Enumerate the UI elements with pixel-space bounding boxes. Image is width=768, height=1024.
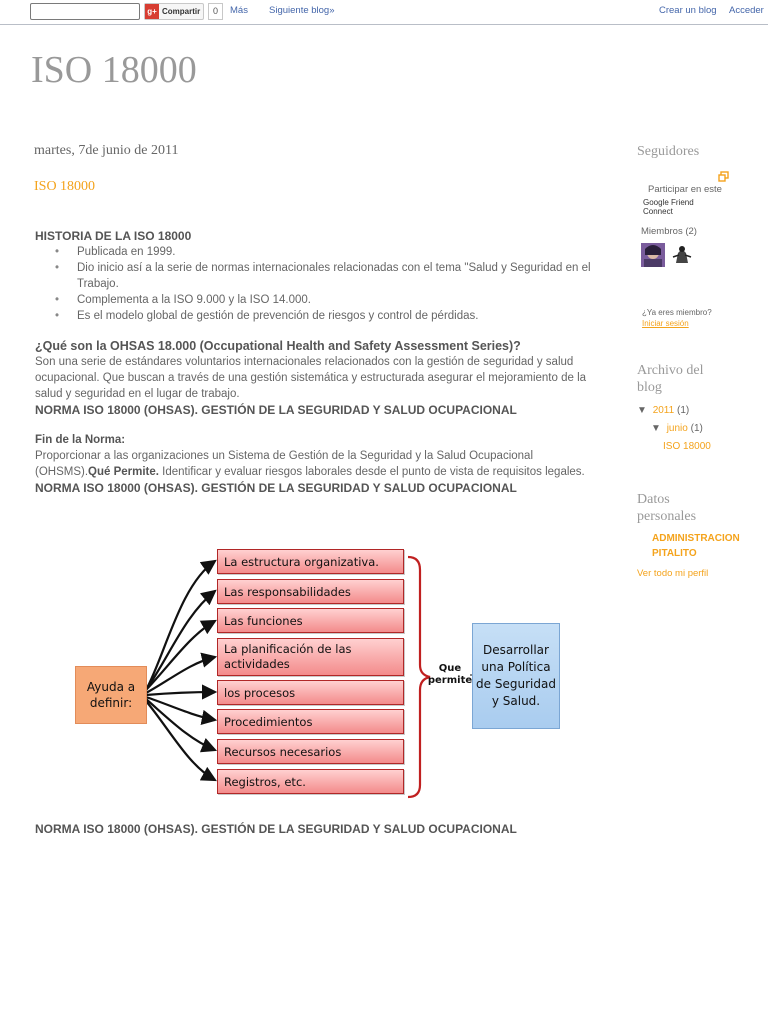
fin-text: Proporcionar a las organizaciones un Sistema de Gestión de la Seguridad y la Salud Ocupacional (OHSMS).: [35, 450, 533, 478]
diagram-item-box: La planificación de las actividades: [217, 638, 404, 676]
norma-label-bottom: NORMA ISO 18000 (OHSAS). GESTIÓN DE LA SEGURIDAD Y SALUD OCUPACIONAL: [35, 822, 517, 836]
norma-label: NORMA ISO 18000 (OHSAS). GESTIÓN DE LA SEGURIDAD Y SALUD OCUPACIONAL: [35, 403, 517, 417]
members-label: Miembros (2): [641, 226, 697, 237]
archive-post-link[interactable]: ISO 18000: [663, 441, 711, 452]
que-permite-label: Que permite: [427, 663, 473, 686]
login-link[interactable]: Acceder: [729, 5, 764, 16]
google-plus-icon: g+: [145, 4, 159, 19]
diagram-item-box: Las responsabilidades: [217, 579, 404, 604]
post-title[interactable]: ISO 18000: [34, 179, 96, 194]
share-count: 0: [208, 3, 223, 20]
next-blog-link[interactable]: Siguiente blog»: [269, 5, 335, 16]
join-text[interactable]: Participar en este: [648, 184, 722, 195]
expand-triangle-icon[interactable]: ▼: [637, 405, 647, 416]
archive-month-link[interactable]: junio: [666, 423, 688, 434]
arrow: [146, 561, 215, 690]
help-define-box: Ayuda a definir:: [75, 666, 147, 724]
diagram-item-box: Registros, etc.: [217, 769, 404, 794]
expand-triangle-icon[interactable]: ▼: [651, 423, 661, 434]
google-plus-share-button[interactable]: [144, 3, 204, 20]
view-profile-link[interactable]: Ver todo mi perfil: [637, 568, 709, 579]
diagram-item-box: Las funciones: [217, 608, 404, 633]
archive-year-link[interactable]: 2011: [652, 405, 675, 416]
arrow: [146, 692, 215, 695]
archive-month-count: (1): [690, 423, 703, 434]
permite-label: Qué Permite.: [88, 466, 159, 478]
member-avatar[interactable]: [670, 243, 694, 267]
list-item: • Es el modelo global de gestión de prevención de riesgos y control de pérdidas.: [55, 308, 597, 324]
history-heading: HISTORIA DE LA ISO 18000: [35, 229, 192, 243]
ohsas-heading: ¿Qué son la OHSAS 18.000 (Occupational Health and Safety Assessment Series)?: [35, 339, 521, 353]
ohsas-text: Son una serie de estándares voluntarios internacionales relacionados con la gestión de seguridad y salud ocupacional. Que buscan a través de una gestión sistemática y estructurada asegurar el mejoramiento de la salud y seguridad en el lugar de trabajo.: [35, 356, 587, 400]
profile-heading: Datos personales: [637, 492, 697, 524]
gfc-text: Google Friend Connect: [643, 198, 694, 216]
post-date: martes, 7de junio de 2011: [34, 143, 179, 158]
fin-paragraph: [35, 448, 597, 480]
member-avatar[interactable]: [641, 243, 665, 267]
arrow: [146, 701, 215, 780]
history-list: [35, 244, 597, 324]
diagram-item-box: Recursos necesarios: [217, 739, 404, 764]
diagram-item-box: Procedimientos: [217, 709, 404, 734]
arrow: [146, 699, 215, 750]
diagram-item-box: los procesos: [217, 680, 404, 705]
permite-text: Identificar y evaluar riesgos laborales desde el punto de vista de requisitos legales.: [158, 466, 585, 478]
signin-link[interactable]: Iniciar sesión: [642, 319, 689, 328]
archive-year-count: (1): [676, 405, 690, 416]
archive-month-row: [651, 423, 703, 434]
archive-heading: Archivo del blog: [637, 363, 704, 395]
post-body: [35, 228, 597, 496]
ohsas-diagram: [70, 545, 570, 801]
develop-policy-box: Desarrollar una Política de Seguridad y Salud.: [472, 623, 560, 729]
member-question: ¿Ya eres miembro?: [642, 308, 712, 317]
norma-label-2: NORMA ISO 18000 (OHSAS). GESTIÓN DE LA SEGURIDAD Y SALUD OCUPACIONAL: [35, 481, 517, 495]
followers-heading: Seguidores: [637, 144, 700, 159]
list-item: • Dio inicio así a la serie de normas internacionales relacionadas con el tema "Salud y Seguridad en el Trabajo.: [55, 260, 597, 292]
fin-heading: Fin de la Norma:: [35, 434, 126, 446]
search-input[interactable]: [30, 3, 140, 20]
blog-title[interactable]: ISO 18000: [31, 49, 197, 91]
create-blog-link[interactable]: Crear un blog: [659, 5, 717, 16]
list-item: • Complementa a la ISO 9.000 y la ISO 14.000.: [55, 292, 597, 308]
list-item: • Publicada en 1999.: [55, 244, 597, 260]
blogger-navbar: [0, 0, 768, 25]
diagram-item-box: La estructura organizativa.: [217, 549, 404, 574]
more-link[interactable]: Más: [230, 5, 248, 16]
google-friend-connect-icon[interactable]: [718, 171, 729, 182]
profile-name-link[interactable]: ADMINISTRACION PITALITO: [652, 533, 740, 559]
share-label: Compartir: [162, 7, 201, 16]
archive-year-row: [637, 405, 689, 416]
